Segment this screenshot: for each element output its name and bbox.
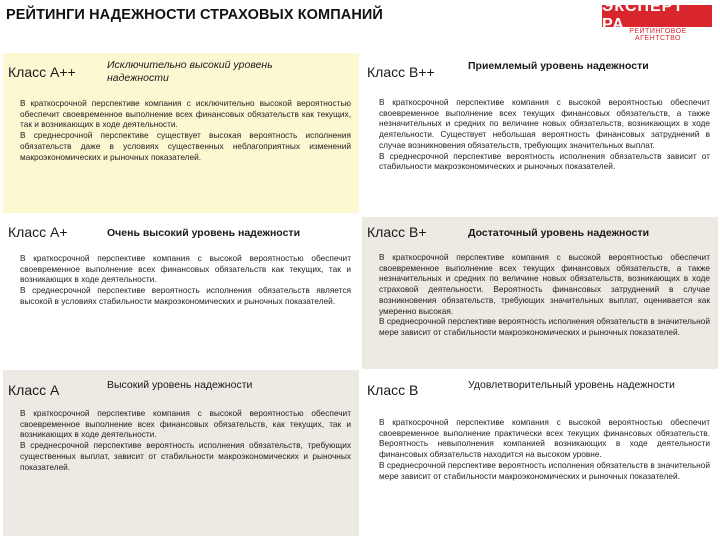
rating-cell-b-plus	[362, 217, 718, 369]
rating-cell-b-plus-plus	[362, 53, 718, 217]
logo-tagline: РЕЙТИНГОВОЕ АГЕНТСТВО	[629, 28, 687, 42]
logo-box	[602, 0, 712, 33]
class-description: Исключительно высокий уровень надежности	[107, 59, 273, 84]
rating-cell-a-plus	[3, 217, 359, 363]
class-text: В краткосрочной перспективе компания с высокой вероятностью обеспечит своевременное выполнение всех финансовых обязательств, как текущих, так и возникающих в ходе деятельности. В среднесрочной перспективе вероятность исполнения обязательств, требующих существенных выплат, зависит от стабильности макроэкономических и рыночных показателей.	[20, 408, 351, 472]
class-text: В краткосрочной перспективе компания с высокой вероятностью обеспечит своевременное выполнение всех текущих финансовых обязательств, а также незначительных и средних по величине новых обязательств, возникающих в ходе деятельности. Существует небольшая вероятность финансовых затруднений в случае возникновения обязательств, требующих значительных выплат. В среднесрочной перспективе вероятность исполнения обязательств зависит от стабильности макроэкономических и рыночных показателей.	[379, 97, 710, 172]
class-description: Высокий уровень надежности	[107, 379, 253, 391]
class-description: Приемлемый уровень надежности	[468, 60, 649, 72]
class-name: Класс А++	[8, 64, 76, 80]
class-description: Очень высокий уровень надежности	[107, 227, 301, 239]
rating-cell-a-plus-plus	[3, 53, 359, 213]
logo-name: ЭКСПЕРТ РА	[602, 0, 684, 33]
rating-cell-b	[362, 372, 718, 536]
class-description: Достаточный уровень надежности	[468, 227, 650, 239]
class-text: В краткосрочной перспективе компания с высокой вероятностью обеспечит своевременное выполнение всех текущих финансовых обязательств, а также незначительных и средних по величине новых обязательств, возникающих в ходе страховой деятельности. Вероятность финансовых затруднений в случае возникновения обязательств, требующих значительных выплат, оценивается как умеренно высокая. В среднесрочной перспективе вероятность исполнения обязательств в значительной мере зависит от стабильности макроэкономических и рыночных показателей.	[379, 252, 710, 337]
class-name: Класс В++	[367, 64, 435, 80]
class-name: Класс А	[8, 382, 60, 398]
class-name: Класс В+	[367, 224, 427, 240]
page-title: РЕЙТИНГИ НАДЕЖНОСТИ СТРАХОВЫХ КОМПАНИЙ	[6, 7, 383, 23]
class-description: Удовлетворительный уровень надежности	[468, 379, 675, 391]
logo	[602, 0, 712, 42]
class-text: В краткосрочной перспективе компания с высокой вероятностью обеспечит своевременное выполнение всех финансовых обязательств как текущих, так и возникающих в ходе деятельности. В среднесрочной перспективе вероятность исполнения обязательств является высокой в условиях стабильности макроэкономических и рыночных показателей.	[20, 253, 351, 306]
class-name: Класс В	[367, 382, 419, 398]
class-text: В краткосрочной перспективе компания с исключительно высокой вероятностью обеспечит своевременное выполнение всех финансовых обязательств как текущих, так и возникающих в ходе деятельности. В среднесрочной перспективе существует высокая вероятность исполнения обязательств даже в условиях существенных неблагоприятных изменений макроэкономических и рыночных показателей.	[20, 98, 351, 162]
class-name: Класс А+	[8, 224, 68, 240]
class-text: В краткосрочной перспективе компания с высокой вероятностью обеспечит своевременное выполнение практически всех текущих финансовых обязательств. Вероятность невыполнения компанией возникающих в ходе деятельности финансовых обязательств находится на высоком уровне. В среднесрочной перспективе вероятность исполнения обязательств в значительной мере зависит от стабильности макроэкономических и рыночных показателей.	[379, 417, 710, 481]
rating-cell-a	[3, 370, 359, 536]
